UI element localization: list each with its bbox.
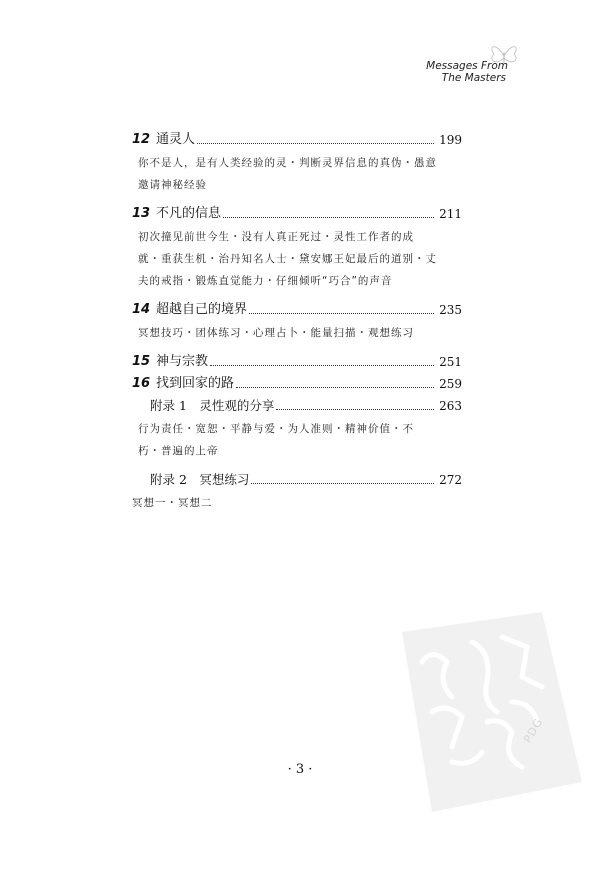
appendix-subtopics — [132, 492, 462, 514]
subtopic-line: 初次撞见前世今生・没有人真正死过・灵性工作者的成 — [138, 231, 414, 243]
appendix-title: 附录 1 灵性观的分享 — [150, 398, 275, 413]
toc-entry-ch12[interactable] — [132, 126, 462, 148]
library-seal-watermark — [392, 612, 588, 812]
toc-entry-ch13[interactable] — [132, 200, 462, 222]
toc-entry-ch16[interactable] — [132, 370, 462, 392]
chapter-number: 15 — [132, 354, 151, 369]
subtopic-line: 你不是人，是有人类经验的灵・判断灵界信息的真伪・愚意 — [138, 157, 437, 169]
dot-leader — [210, 364, 434, 366]
page-number: 251 — [439, 355, 462, 369]
table-of-contents — [132, 126, 462, 518]
dot-leader — [236, 386, 434, 388]
chapter-number: 14 — [132, 302, 151, 317]
chapter-number: 16 — [132, 376, 151, 391]
subtopic-line: 就・重获生机・治丹知名人士・黛安娜王妃最后的道别・丈 — [138, 253, 437, 265]
running-header — [426, 60, 508, 84]
watermark-label: PDG — [521, 715, 546, 746]
dot-leader — [251, 482, 434, 484]
appendix-subtopics — [132, 418, 462, 462]
dot-leader — [276, 408, 434, 410]
toc-entry-ch14[interactable] — [132, 296, 462, 318]
page-number: 259 — [439, 377, 462, 391]
chapter-title: 不凡的信息 — [156, 206, 222, 221]
chapter-title: 超越自己的境界 — [156, 302, 248, 317]
toc-entry-appendix-2[interactable] — [132, 466, 462, 488]
dot-leader — [197, 142, 434, 144]
chapter-number: 13 — [132, 206, 151, 221]
dot-leader — [249, 312, 434, 314]
appendix-title: 附录 2 冥想练习 — [150, 472, 250, 487]
chapter-subtopics — [132, 226, 462, 292]
header-line-1: Messages From — [426, 60, 508, 72]
subtopic-line: 朽・普遍的上帝 — [138, 445, 219, 457]
chapter-title: 通灵人 — [156, 132, 196, 147]
toc-entry-ch15[interactable] — [132, 348, 462, 370]
page-number: 235 — [439, 303, 462, 317]
page-number: 199 — [439, 133, 462, 147]
header-line-2: The Masters — [441, 72, 506, 84]
toc-entry-appendix-1[interactable] — [132, 392, 462, 414]
chapter-subtopics — [132, 152, 462, 196]
dot-leader — [223, 216, 434, 218]
page-number: 211 — [439, 207, 462, 221]
subtopic-line: 夫的戒指・锻炼直觉能力・仔细倾听“巧合”的声音 — [138, 275, 393, 287]
chapter-title: 神与宗教 — [156, 354, 209, 369]
subtopic-line: 行为责任・宽恕・平静与爱・为人准则・精神价值・不 — [138, 423, 414, 435]
page-number: 263 — [439, 399, 462, 413]
page-number: 272 — [439, 473, 462, 487]
subtopic-line: 冥想技巧・团体练习・心理占卜・能量扫描・观想练习 — [138, 327, 414, 339]
chapter-title: 找到回家的路 — [156, 376, 235, 391]
chapter-number: 12 — [132, 132, 151, 147]
chapter-subtopics — [132, 322, 462, 344]
subtopic-line: 冥想一・冥想二 — [132, 497, 213, 509]
page-footer-number: · 3 · — [287, 762, 313, 777]
subtopic-line: 邀请神秘经验 — [138, 179, 207, 191]
